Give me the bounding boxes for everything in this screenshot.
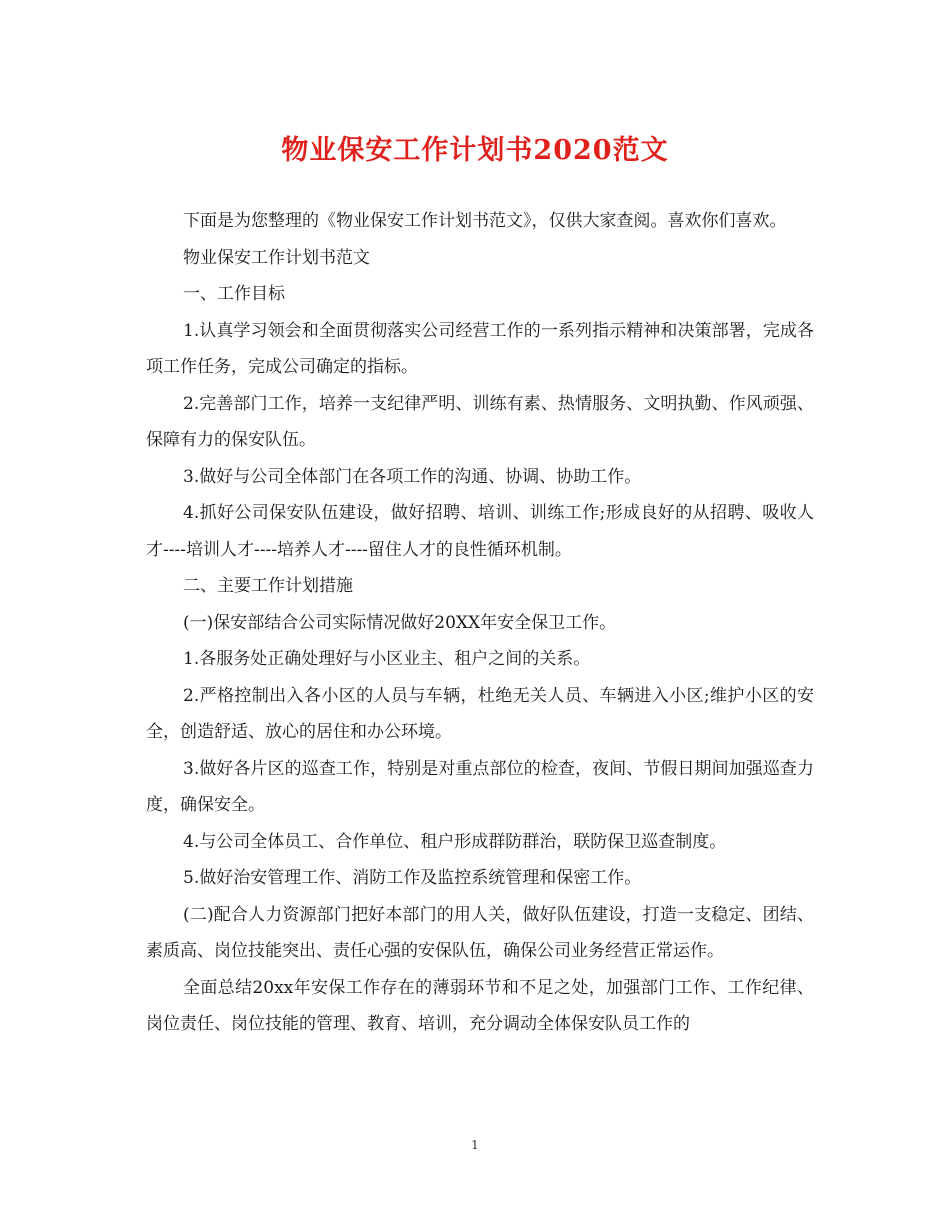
- paragraph-measure-5: 5.做好治安管理工作、消防工作及监控系统管理和保密工作。: [183, 868, 642, 888]
- section-heading-goals: 一、工作目标: [183, 284, 285, 304]
- paragraph-goal-3: 3.做好与公司全体部门在各项工作的沟通、协调、协助工作。: [183, 466, 642, 487]
- subsection-heading-1: (一)保安部结合公司实际情况做好20XX年安全保卫工作。: [183, 612, 617, 633]
- paragraph-measure-1: 1.各服务处正确处理好与小区业主、租户之间的关系。: [183, 649, 591, 669]
- paragraph-measure-3: 3.做好各片区的巡查工作，特别是对重点部位的检查，夜间、节假日期间加强巡查力度，确保安全。: [146, 758, 814, 815]
- section-heading-measures: 二、主要工作计划措施: [183, 576, 353, 596]
- subsection-heading-2: (二)配合人力资源部门把好本部门的用人关，做好队伍建设，打造一支稳定、团结、素质高、岗位技能突出、责任心强的安保队伍，确保公司业务经营正常运作。: [146, 904, 814, 961]
- paragraph-goal-1: 1.认真学习领会和全面贯彻落实公司经营工作的一系列指示精神和决策部署，完成各项工作任务，完成公司确定的指标。: [146, 320, 814, 377]
- paragraph-goal-4: 4.抓好公司保安队伍建设，做好招聘、培训、训练工作;形成良好的从招聘、吸收人才----培训人才----培养人才----留住人才的良性循环机制。: [146, 503, 814, 560]
- paragraph-summary: 全面总结20xx年安保工作存在的薄弱环节和不足之处，加强部门工作、工作纪律、岗位责任、岗位技能的管理、教育、培训，充分调动全体保安队员工作的: [146, 977, 814, 1034]
- paragraph-measure-4: 4.与公司全体员工、合作单位、租户形成群防群治，联防保卫巡查制度。: [183, 831, 727, 852]
- paragraph-subtitle: 物业保安工作计划书范文: [183, 247, 370, 268]
- paragraph-goal-2: 2.完善部门工作，培养一支纪律严明、训练有素、热情服务、文明执勤、作风顽强、保障有力的保安队伍。: [146, 393, 814, 450]
- document-title: 物业保安工作计划书2020范文: [281, 135, 669, 166]
- paragraph-intro: 下面是为您整理的《物业保安工作计划书范文》，仅供大家查阅。喜欢你们喜欢。: [183, 211, 787, 231]
- paragraph-measure-2: 2.严格控制出入各小区的人员与车辆，杜绝无关人员、车辆进入小区;维护小区的安全，创造舒适、放心的居住和办公环境。: [146, 685, 814, 742]
- page-number: 1: [471, 1138, 479, 1152]
- document-body: [146, 203, 814, 1043]
